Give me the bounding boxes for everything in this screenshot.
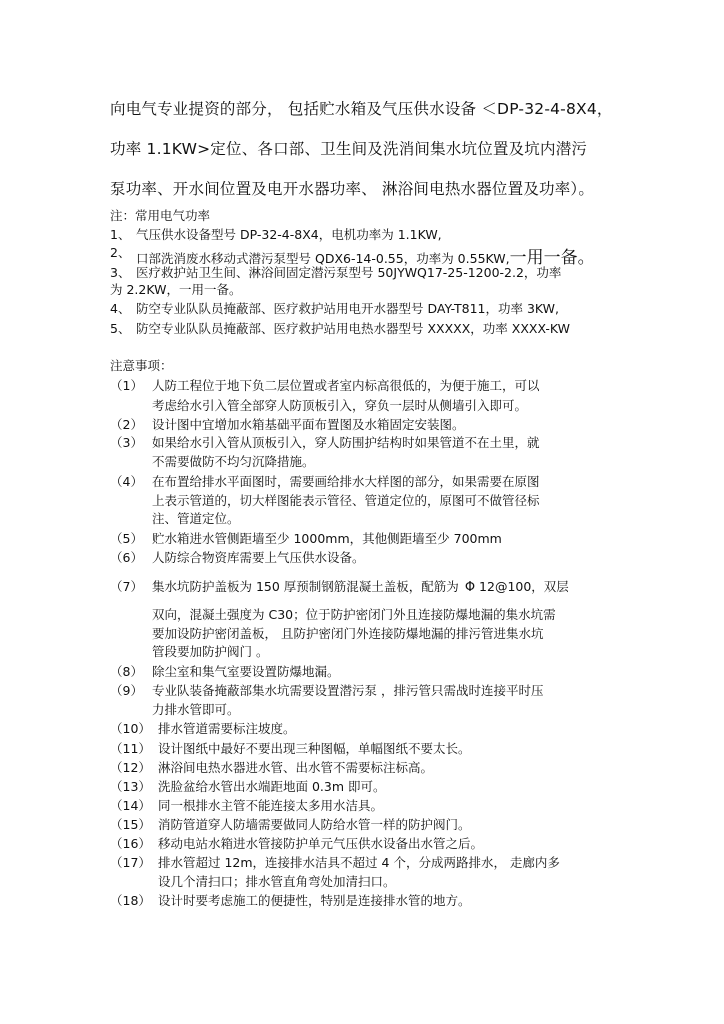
notice-num-5: （5） bbox=[110, 531, 143, 546]
notice-num-7: （7） bbox=[110, 579, 143, 594]
notice-9-line-1: 专业队装备掩蔽部集水坑需要设置潜污泵 ，排污管只需战时连接平时压 bbox=[152, 683, 544, 698]
notice-1-line-1: 人防工程位于地下负二层位置或者室内标高很低的，为便于施工，可以 bbox=[152, 378, 540, 393]
notice-4-line-2: 上表示管道的，切大样图能表示管径、管道定位的，原图可不做管径标 bbox=[152, 493, 540, 508]
note-num-4: 4、 bbox=[110, 301, 131, 316]
notice-10-line-1: 排水管道需要标注坡度。 bbox=[158, 721, 296, 736]
notice-12-line-1: 淋浴间电热水器进水管、出水管不需要标注标高。 bbox=[158, 760, 434, 775]
notice-2-line-1: 设计图中宜增加水箱基础平面布置图及水箱固定安装图。 bbox=[152, 417, 465, 432]
note-text-5: 防空专业队队员掩蔽部、医疗救护站用电热水器型号 XXXXX，功率 XXXX-KW bbox=[136, 321, 571, 336]
note-num-2: 2、 bbox=[110, 245, 131, 260]
notice-num-15: （15） bbox=[110, 817, 151, 832]
notice-num-3: （3） bbox=[110, 435, 143, 450]
notice-17-line-1: 排水管超过 12m，连接排水洁具不超过 4 个，分成两路排水， 走廊内多 bbox=[158, 855, 560, 870]
notice-6-line-1: 人防综合物资库需要上气压供水设备。 bbox=[152, 550, 365, 565]
notice-16-line-1: 移动电站水箱进水管接防护单元气压供水设备出水管之后。 bbox=[158, 836, 484, 851]
notice-3-line-2: 不需要做防不均匀沉降措施。 bbox=[152, 454, 315, 469]
notice-num-18: （18） bbox=[110, 893, 151, 908]
notices-title: 注意事项： bbox=[110, 358, 173, 373]
note-text-3: 医疗救护站卫生间、淋浴间固定潜污泵型号 50JYWQ17-25-1200-2.2，功率 bbox=[136, 265, 562, 280]
notice-14-line-1: 同一根排水主管不能连接太多用水洁具。 bbox=[158, 798, 384, 813]
notice-8-line-1: 除尘室和集气室要设置防爆地漏。 bbox=[152, 664, 340, 679]
notice-num-17: （17） bbox=[110, 855, 151, 870]
notice-7-line-2: 双向，混凝土强度为 C30；位于防护密闭门外且连接防爆地漏的集水坑需 bbox=[152, 607, 556, 622]
notice-11-line-1: 设计图纸中最好不要出现三种图幅，单幅图纸不要太长。 bbox=[158, 741, 471, 756]
notice-num-1: （1） bbox=[110, 378, 143, 393]
note-title: 注：常用电气功率 bbox=[110, 208, 211, 223]
notice-num-6: （6） bbox=[110, 550, 143, 565]
notice-15-line-1: 消防管道穿人防墙需要做同人防给水管一样的防护阀门。 bbox=[158, 817, 471, 832]
notice-num-8: （8） bbox=[110, 664, 143, 679]
note-text-2: 口部洗消废水移动式潜污泵型号 QDX6-14-0.55，功率为 0.55KW,一用一备。 bbox=[136, 248, 595, 268]
note-num-1: 1、 bbox=[110, 227, 131, 242]
note-num-3: 3、 bbox=[110, 265, 131, 280]
notice-7-line-3: 要加设防护密闭盖板， 且防护密闭门外连接防爆地漏的排污管进集水坑 bbox=[152, 626, 544, 641]
note-text-4: 防空专业队队员掩蔽部、医疗救护站用电开水器型号 DAY-T811，功率 3KW, bbox=[136, 301, 559, 316]
notice-13-line-1: 洗脸盆给水管出水端距地面 0.3m 即可。 bbox=[158, 779, 386, 794]
notice-num-11: （11） bbox=[110, 741, 151, 756]
intro-line-1: 向电气专业提资的部分， 包括贮水箱及气压供水设备 ＜DP-32-4-8X4， bbox=[110, 100, 613, 118]
notice-num-4: （4） bbox=[110, 474, 143, 489]
notice-5-line-1: 贮水箱进水管侧距墙至少 1000mm，其他侧距墙至少 700mm bbox=[152, 531, 502, 546]
note-text-1: 气压供水设备型号 DP-32-4-8X4，电机功率为 1.1KW, bbox=[136, 227, 442, 242]
intro-line-2: 功率 1.1KW>定位、各口部、卫生间及洗消间集水坑位置及坑内潜污 bbox=[110, 140, 588, 158]
notice-num-12: （12） bbox=[110, 760, 151, 775]
notice-num-16: （16） bbox=[110, 836, 151, 851]
notice-4-line-1: 在布置给排水平面图时，需要画给排水大样图的部分，如果需要在原图 bbox=[152, 474, 540, 489]
notice-18-line-1: 设计时要考虑施工的便捷性，特别是连接排水管的地方。 bbox=[158, 893, 471, 908]
notice-num-10: （10） bbox=[110, 721, 151, 736]
notice-9-line-2: 力排水管即可。 bbox=[152, 702, 240, 717]
notice-num-13: （13） bbox=[110, 779, 151, 794]
notice-num-2: （2） bbox=[110, 417, 143, 432]
note-text-3-cont: 为 2.2KW，一用一备。 bbox=[110, 282, 242, 297]
notice-1-line-2: 考虑给水引入管全部穿人防顶板引入，穿负一层时从侧墙引入即可。 bbox=[152, 398, 528, 413]
note-num-5: 5、 bbox=[110, 321, 131, 336]
notice-7-line-4: 管段要加防护阀门 。 bbox=[152, 644, 269, 659]
notice-3-line-1: 如果给水引入管从顶板引入，穿人防围护结构时如果管道不在土里，就 bbox=[152, 435, 540, 450]
notice-7-line-1: 集水坑防护盖板为 150 厚预制钢筋混凝土盖板，配筋为 Φ 12@100，双层 bbox=[152, 579, 569, 595]
rebar-symbol-icon: Φ bbox=[464, 580, 476, 595]
note-text-2-emphasis: 一用一备。 bbox=[509, 248, 595, 268]
notice-num-14: （14） bbox=[110, 798, 151, 813]
intro-line-3: 泵功率、开水间位置及电开水器功率、 淋浴间电热水器位置及功率）。 bbox=[110, 180, 595, 198]
notice-17-line-2: 设几个清扫口；排水管直角弯处加清扫口。 bbox=[158, 874, 396, 889]
notice-4-line-3: 注、管道定位。 bbox=[152, 511, 240, 526]
notice-num-9: （9） bbox=[110, 683, 143, 698]
